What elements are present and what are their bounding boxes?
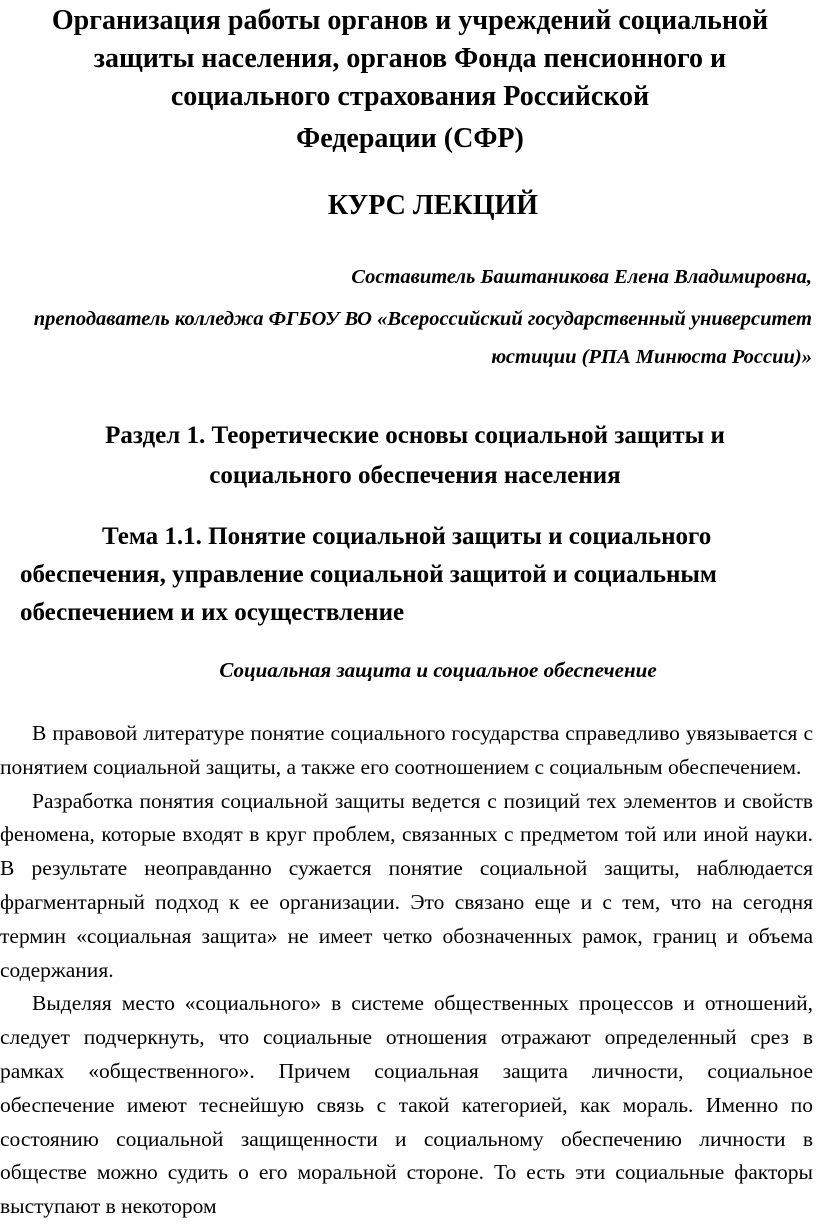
document-title-main: Организация работы органов и учреждений социальной защиты населения, органов Фонда пенсионного и социального страхования Российской [51,5,769,112]
topic-heading-line1: Тема 1.1. Понятие социальной защиты и социального [102,523,712,550]
section-heading-line2: социального обеспечения населения [209,462,621,489]
document-title-last-line: Федерации (СФР) [296,123,524,154]
body-text [0,717,813,1224]
document-title [20,2,800,158]
paragraph: Выделяя место «социального» в системе общественных процессов и отношений, следует подчеркнуть, что социальные отношения отражают определенный срез в рамках «общественного». Причем социальная защита личности, социальное обеспечение имеют теснейшую связь с такой категорией, как мораль. Именно по состоянию социальной защищенности и социальному обеспечению личности в обществе можно судить о его моральной стороне. То есть эти социальные факторы выступают в некотором [0,991,813,1219]
topic-heading [20,518,810,632]
paragraph: В правовой литературе понятие социального государства справедливо увязывается с понятием социальной защиты, а также его соотношением с социальным обеспечением. [0,721,813,779]
author-name: Составитель Баштаникова Елена Владимировна, [351,266,812,288]
paragraph: Разработка понятия социальной защиты ведется с позиций тех элементов и свойств феномена, которые входят в круг проблем, связанных с предметом той или иной науки. В результате неоправданно сужается понятие социальной защиты, наблюдается фрагментарный подход к ее организации. Это связано еще и с тем, что на сегодня термин «социальная защита» не имеет четко обозначенных рамок, границ и объема содержания. [0,788,813,982]
section-heading-line1: Раздел 1. Теоретические основы социальной защиты и [105,422,725,449]
subsection-heading: Социальная защита и социальное обеспечение [219,658,657,682]
author-block [12,254,812,376]
topic-heading-rest: обеспечения, управление социальной защитой и социальным обеспечением и их осуществление [20,561,717,626]
course-heading: КУРС ЛЕКЦИЙ [327,190,539,221]
section-heading [20,416,810,496]
author-affiliation: преподаватель колледжа ФГБОУ ВО «Всероссийский государственный университет юстиции (РПА Минюста России)» [33,308,812,368]
